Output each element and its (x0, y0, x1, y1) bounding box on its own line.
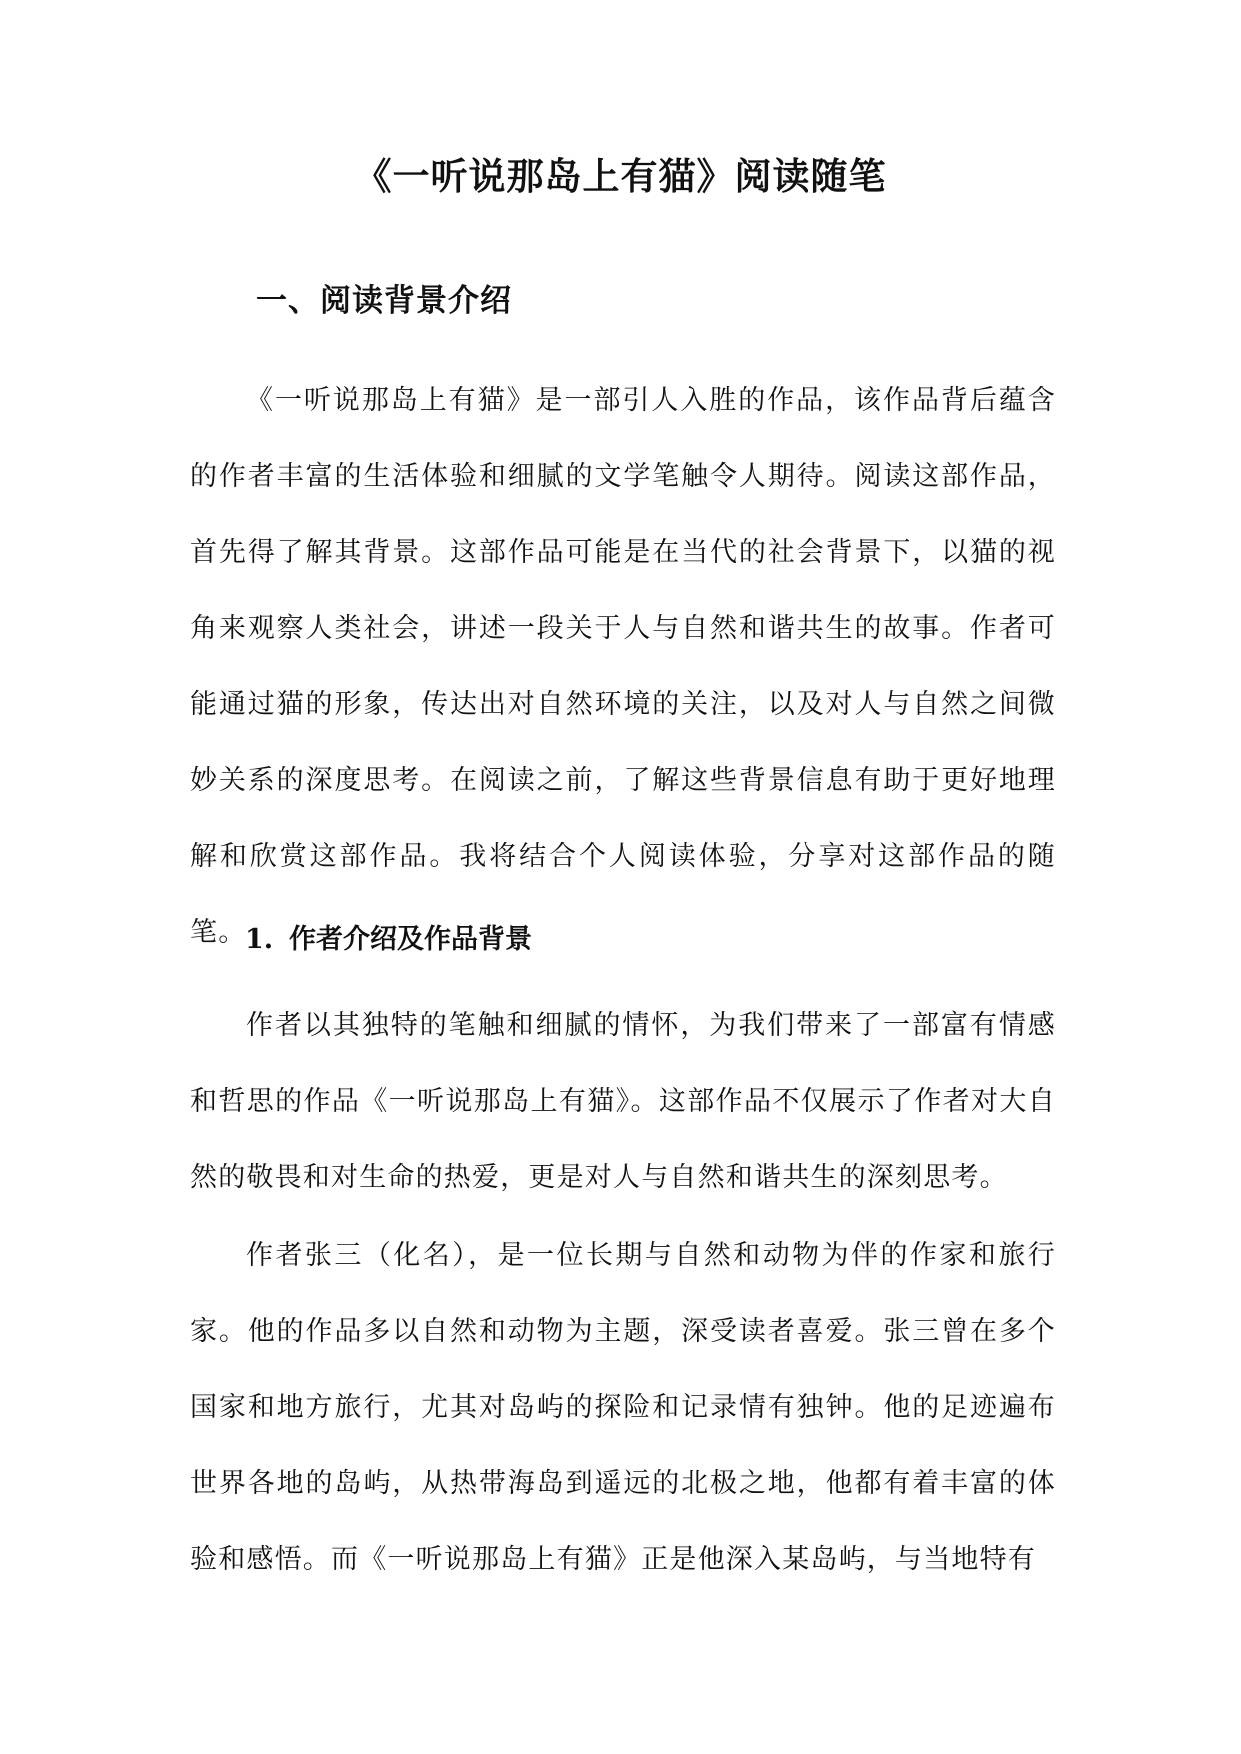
paragraph-author-bio: 作者张三（化名），是一位长期与自然和动物为伴的作家和旅行家。他的作品多以自然和动物为主题，深受读者喜爱。张三曾在多个国家和地方旅行，尤其对岛屿的探险和记录情有独钟。他的足迹遍布世界各地的岛屿，从热带海岛到遥远的北极之地，他都有着丰富的体验和感悟。而《一听说那岛上有猫》正是他深入某岛屿，与当地特有 (190, 1240, 1056, 1575)
paragraph-background: 《一听说那岛上有猫》是一部引人入胜的作品，该作品背后蕴含的作者丰富的生活体验和细腻的文学笔触令人期待。阅读这部作品，首先得了解其背景。这部作品可能是在当代的社会背景下，以猫的视角来观察人类社会，讲述一段关于人与自然和谐共生的故事。作者可能通过猫的形象，传达出对自然环境的关注，以及对人与自然之间微妙关系的深度思考。在阅读之前，了解这些背景信息有助于更好地理解和欣赏这部作品。我将结合个人阅读体验，分享对这部作品的随笔。 (190, 385, 1056, 948)
subsection-heading-author (245, 922, 532, 958)
section-heading-background: 一、阅读背景介绍 (256, 283, 512, 319)
subsection-number: 1. (245, 924, 274, 955)
paragraph-author-intro: 作者以其独特的笔触和细腻的情怀，为我们带来了一部富有情感和哲思的作品《一听说那岛上有猫》。这部作品不仅展示了作者对大自然的敬畏和对生命的热爱，更是对人与自然和谐共生的深刻思考。 (190, 1010, 1056, 1193)
document-title: 《一听说那岛上有猫》阅读随笔 (354, 154, 887, 198)
subsection-title: 作者介绍及作品背景 (289, 924, 532, 955)
